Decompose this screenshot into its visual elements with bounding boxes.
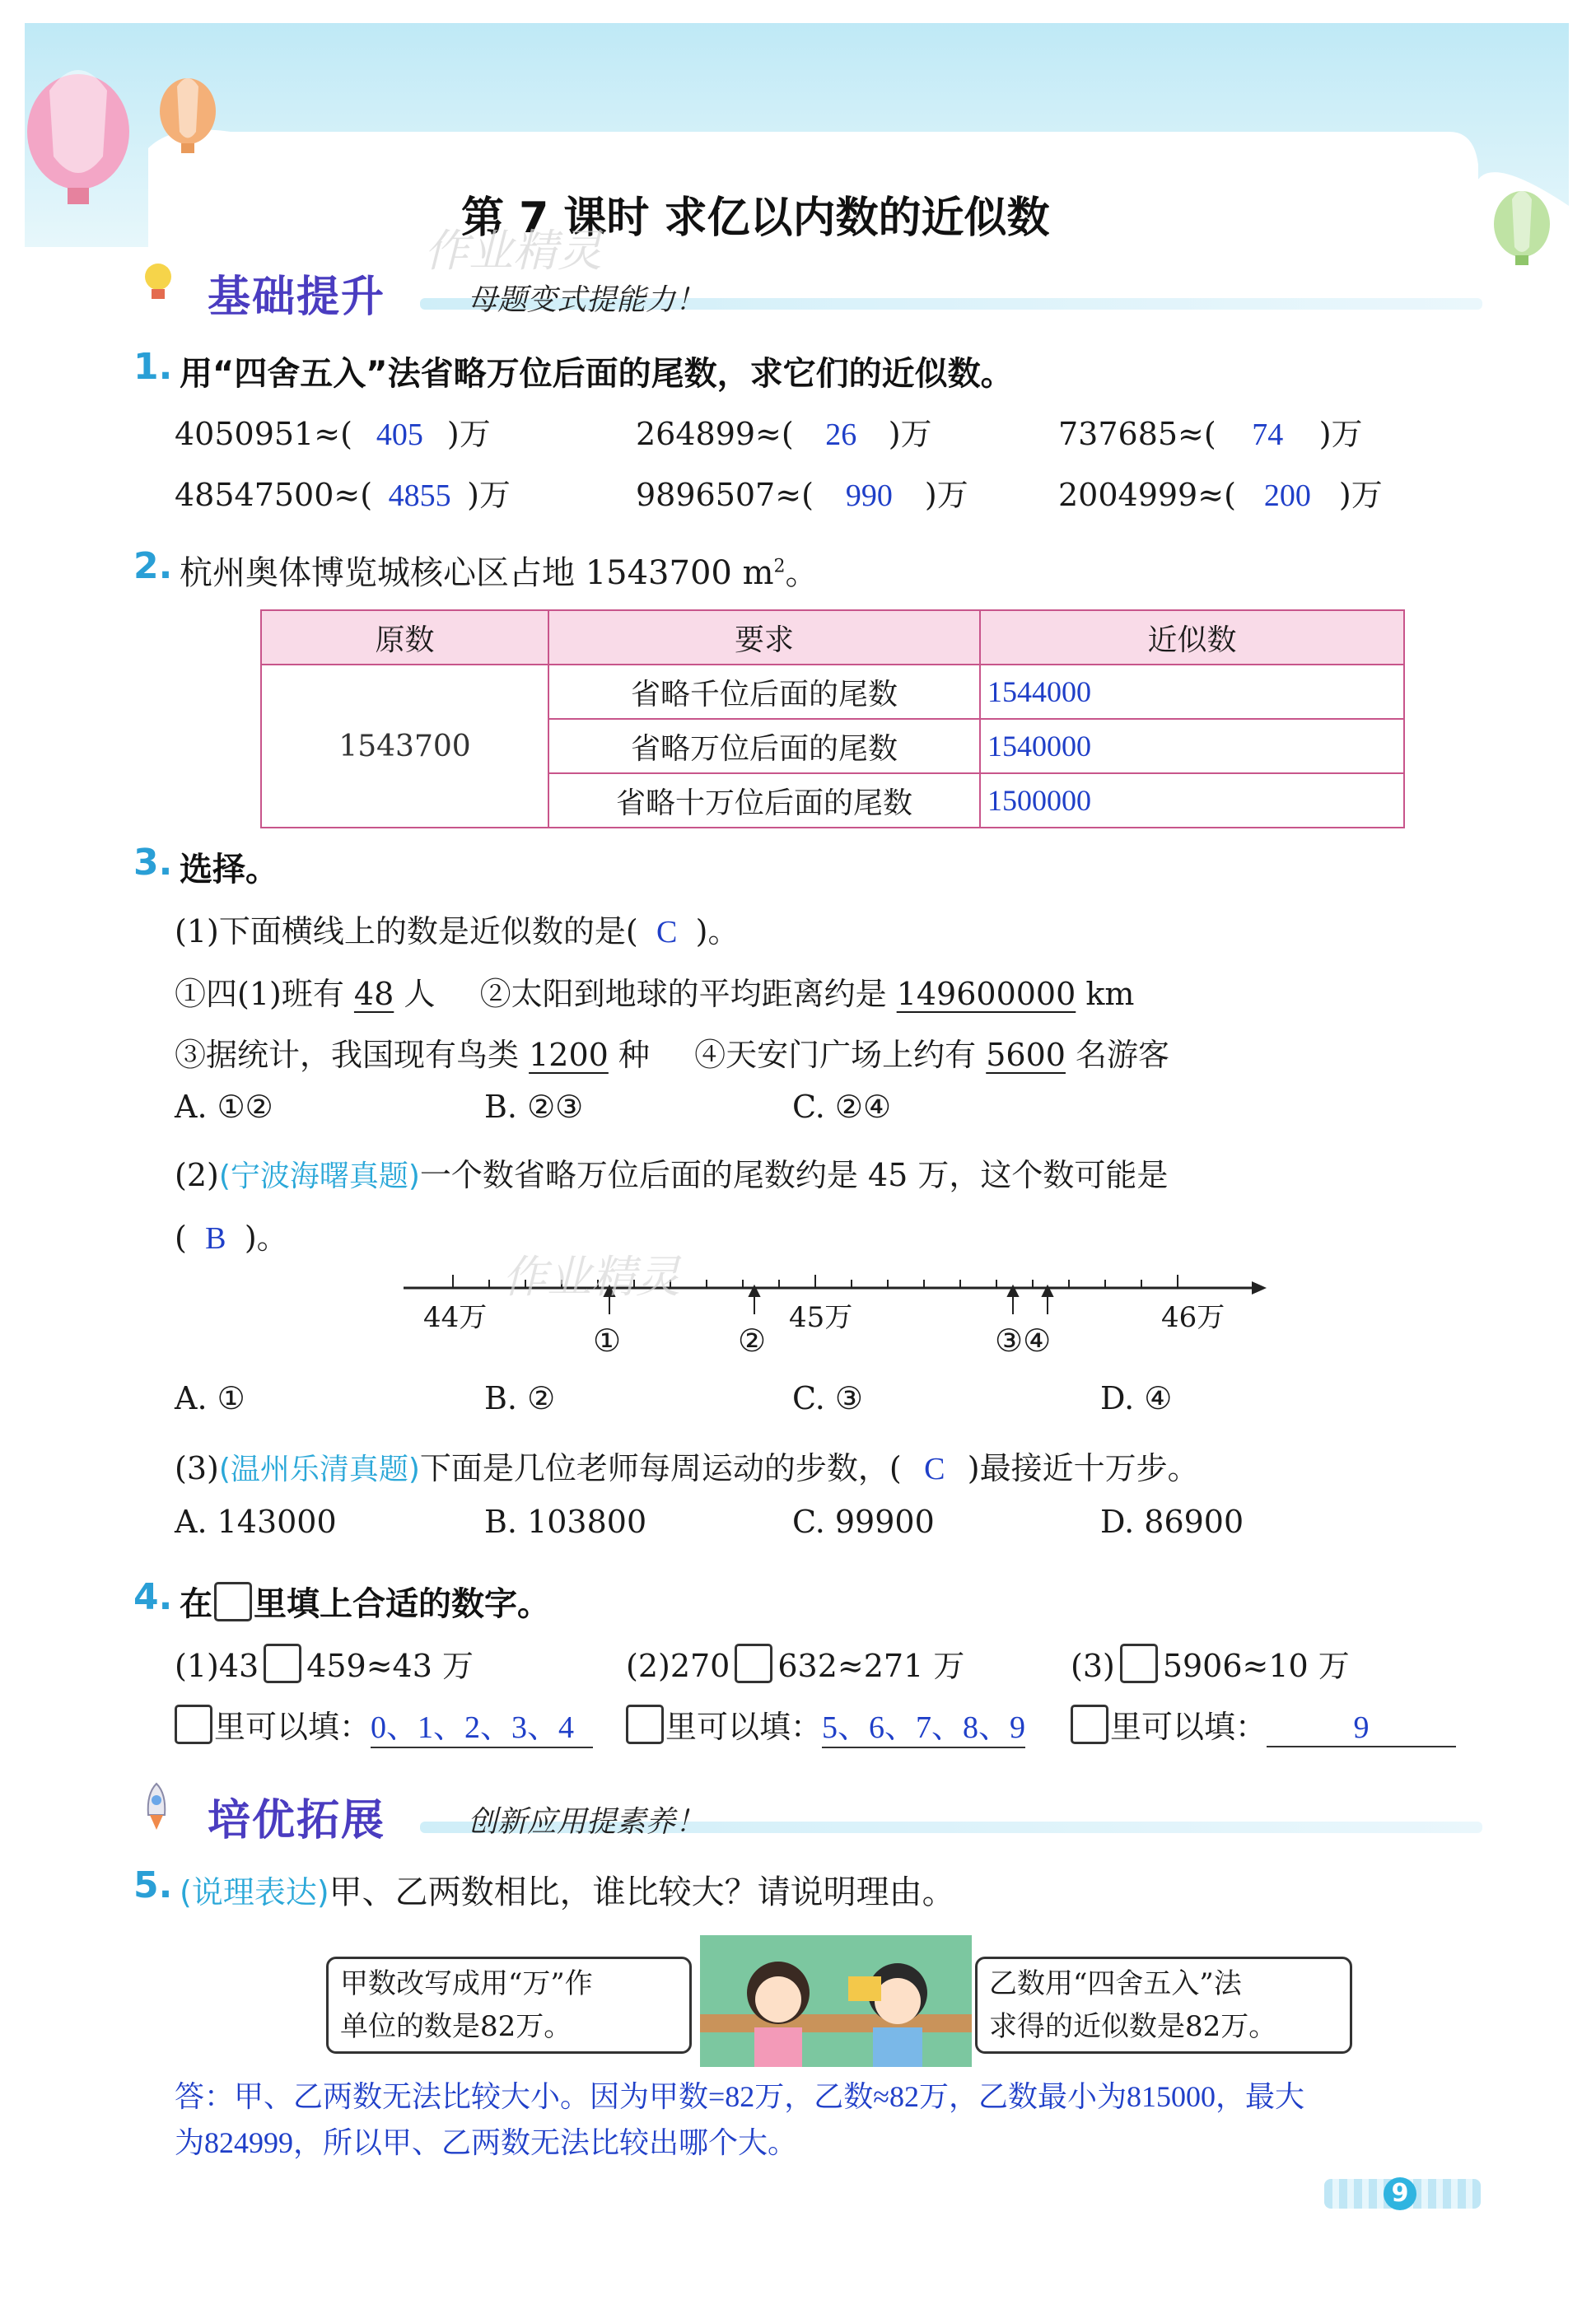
q4-item: (2)270 632≈271 万 <box>626 1640 964 1686</box>
q3-p1-option: C. ②④ <box>792 1089 892 1125</box>
q3-p1-option: B. ②③ <box>484 1089 584 1125</box>
speech-bubble-left: 甲数改写成用“万”作 单位的数是82万。 <box>326 1957 692 2054</box>
q5-answer: 答：甲、乙两数无法比较大小。因为甲数=82万，乙数≈82万，乙数最小为815000，最大 <box>175 2080 1305 2113</box>
q1-item: 48547500≈( 4855 )万 <box>175 477 511 513</box>
requirement: 省略万位后面的尾数 <box>548 719 980 773</box>
axis-label: 44万 <box>423 1301 488 1334</box>
q3-p1-option: A. ①② <box>175 1089 273 1125</box>
q1-title: 用“四舍五入”法省略万位后面的尾数，求它们的近似数。 <box>180 355 1014 393</box>
q2-title: 杭州奥体博览城核心区占地 1543700 $m^2$。 <box>180 554 819 592</box>
q4-item: (1)43 459≈43 万 <box>175 1640 474 1686</box>
blank-box <box>626 1705 664 1744</box>
rocket-icon <box>140 1782 173 1831</box>
section-label-advanced: 培优拓展 <box>208 1796 386 1845</box>
bulb-icon <box>142 262 175 301</box>
requirement: 省略十万位后面的尾数 <box>548 773 980 828</box>
axis-label: 46万 <box>1161 1301 1225 1334</box>
q4-title: 在 里填上合适的数字。 <box>180 1578 550 1625</box>
section-slogan-basic: 母题变式提能力！ <box>468 283 706 317</box>
blank-box <box>175 1705 212 1744</box>
table-row <box>261 665 1404 719</box>
table-header: 要求 <box>548 610 980 665</box>
blank-box <box>264 1644 301 1683</box>
children-illustration <box>700 1935 972 2067</box>
q1-item: 9896507≈( 990 )万 <box>636 477 968 513</box>
table-header: 原数 <box>261 610 548 665</box>
axis-marker: ② <box>738 1323 767 1359</box>
q3-p2-option: B. ② <box>484 1380 556 1416</box>
q4-fill: 里可以填：0、1、2、3、4 <box>175 1701 593 1748</box>
table-header: 近似数 <box>980 610 1404 665</box>
q3-p2-answer: ( B )。 <box>175 1220 288 1256</box>
requirement: 省略千位后面的尾数 <box>548 665 980 719</box>
blank-box <box>214 1582 252 1621</box>
blank-box <box>735 1644 772 1683</box>
axis-label: 45万 <box>789 1301 853 1334</box>
q1-item: 4050951≈( 405 )万 <box>175 416 491 452</box>
watermark: 作业精灵 <box>502 1251 680 1303</box>
q3-p3-option: A. 143000 <box>175 1504 337 1540</box>
q1-item: 264899≈( 26 )万 <box>636 416 932 452</box>
section-label-basic: 基础提升 <box>208 273 386 322</box>
q3-p3-option: C. 99900 <box>792 1504 935 1540</box>
q1-item: 2004999≈( 200 )万 <box>1058 477 1383 513</box>
q5-title: (说理表达)甲、乙两数相比，谁比较大？请说明理由。 <box>180 1873 955 1911</box>
q2-number: 2. <box>133 545 173 587</box>
approx-answer: 1540000 <box>980 719 1404 773</box>
q3-p2-stem: (2)(宁波海曙真题)一个数省略万位后面的尾数约是 45 万，这个数可能是 <box>175 1157 1169 1193</box>
blank-box <box>1120 1644 1158 1683</box>
axis-marker: ③④ <box>995 1323 1052 1359</box>
q3-p2-option: C. ③ <box>792 1380 863 1416</box>
axis-marker: ① <box>593 1323 622 1359</box>
q5-number: 5. <box>133 1864 173 1906</box>
q3-p1-statements: ③据统计，我国现有鸟类 1200 种 ④天安门广场上约有 5600 名游客 <box>175 1037 1170 1073</box>
q3-title: 选择。 <box>180 851 278 889</box>
q4-fill: 里可以填： 9 <box>1071 1701 1456 1747</box>
approx-answer: 1500000 <box>980 773 1404 828</box>
q3-p1-statements: ①四(1)班有 48 人 ②太阳到地球的平均距离约是 149600000 km <box>175 976 1135 1012</box>
original-number: 1543700 <box>261 665 548 828</box>
section-slogan-advanced: 创新应用提素养！ <box>468 1805 706 1839</box>
q3-p3-option: D. 86900 <box>1100 1504 1244 1540</box>
q3-p2-option: A. ① <box>175 1380 245 1416</box>
q4-fill: 里可以填：5、6、7、8、9 <box>626 1701 1025 1748</box>
q3-p3-option: B. 103800 <box>484 1504 647 1540</box>
q3-p2-option: D. ④ <box>1100 1380 1173 1416</box>
balloon-icon <box>1494 191 1550 265</box>
q5-answer: 为824999，所以甲、乙两数无法比较出哪个大。 <box>175 2126 798 2159</box>
q3-p1-stem: (1)下面横线上的数是近似数的是( C )。 <box>175 913 740 949</box>
q4-item: (3) 5906≈10 万 <box>1071 1640 1350 1686</box>
q4-number: 4. <box>133 1576 173 1618</box>
q1-item: 737685≈( 74 )万 <box>1058 416 1363 452</box>
page-title: 第 7 课时 求亿以内数的近似数 <box>461 194 1050 243</box>
header-banner <box>0 0 1596 296</box>
blank-box <box>1071 1705 1108 1744</box>
speech-bubble-right: 乙数用“四舍五入”法 求得的近似数是82万。 <box>975 1957 1352 2054</box>
girl-icon <box>747 1962 810 2067</box>
approx-answer: 1544000 <box>980 665 1404 719</box>
q3-number: 3. <box>133 842 173 884</box>
q2-table <box>260 609 1405 828</box>
q3-p3-stem: (3)(温州乐清真题)下面是几位老师每周运动的步数，( C )最接近十万步。 <box>175 1450 1199 1486</box>
page-number: 9 <box>1384 2177 1416 2210</box>
watermark: 作业精灵 <box>424 225 602 277</box>
q1-number: 1. <box>133 346 173 388</box>
